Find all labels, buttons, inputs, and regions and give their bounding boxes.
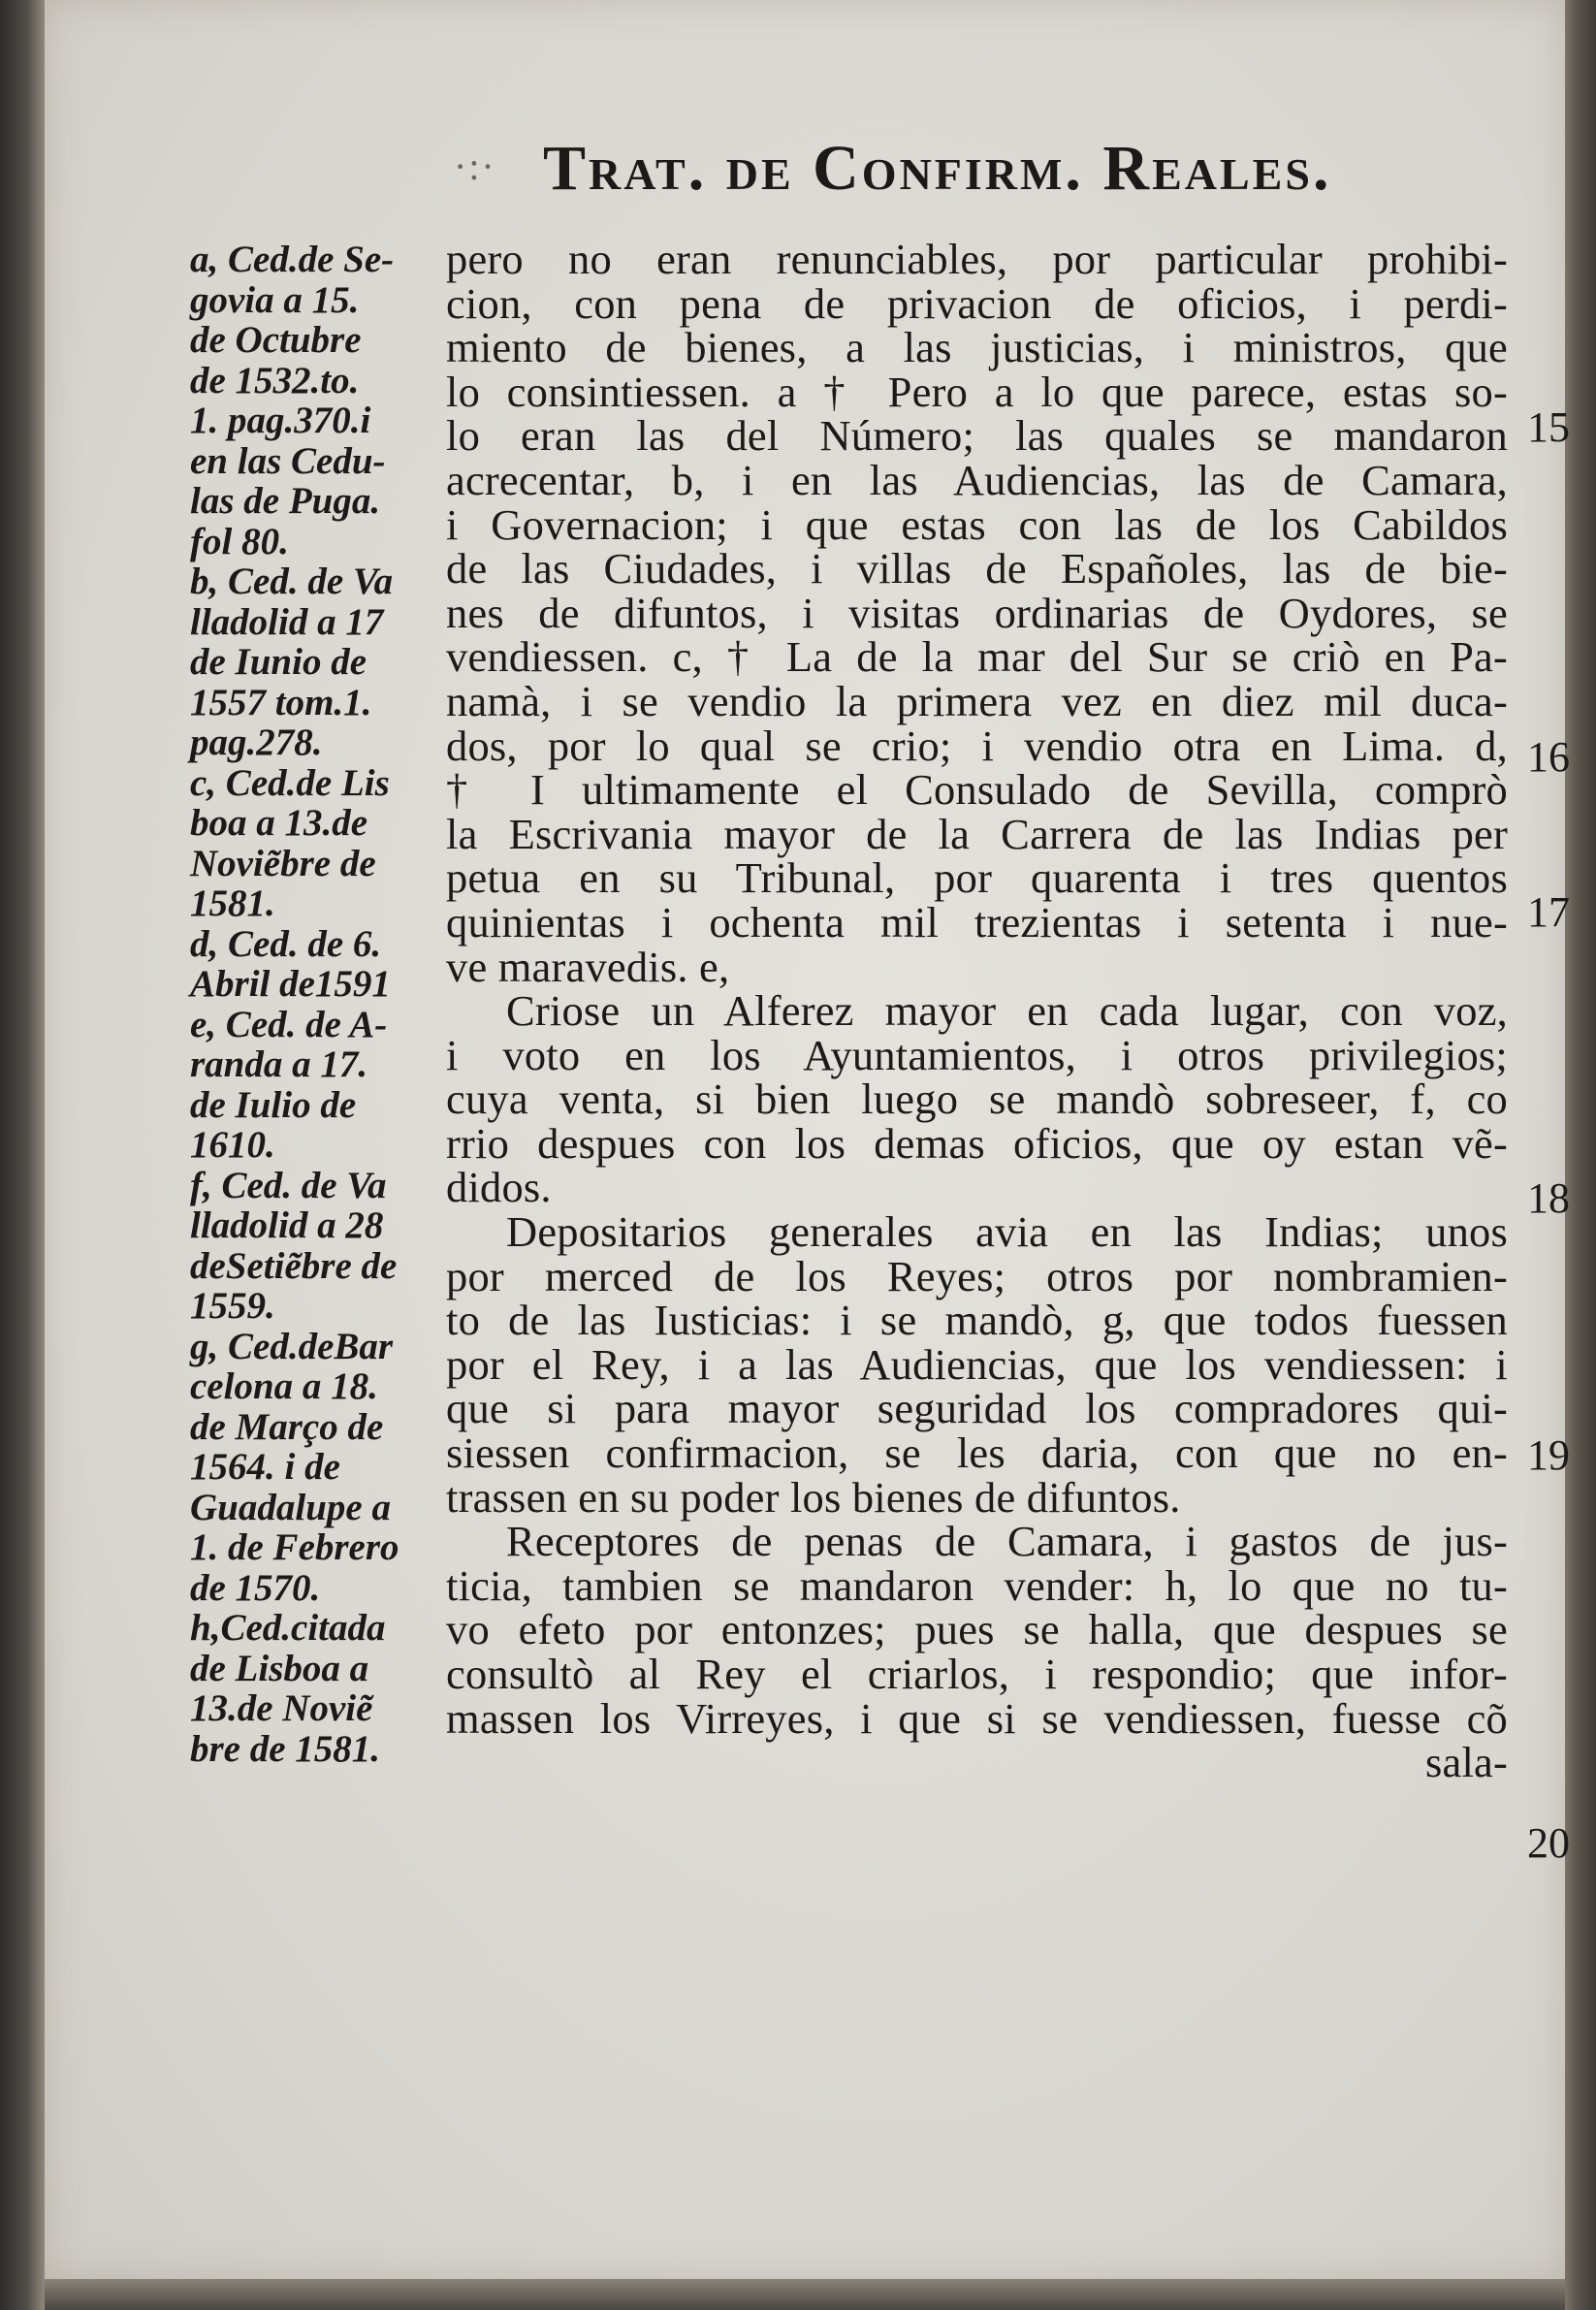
note-line: Abril de1591 xyxy=(190,963,391,1005)
paragraph-start: Criose un Alferez mayor en cada lugar, con voz, xyxy=(506,986,1508,1036)
note-line: de Iulio de xyxy=(190,1083,357,1126)
note-line: b, Ced. de Va xyxy=(190,561,394,602)
note-line: e, Ced. de A- xyxy=(190,1003,388,1045)
margin-number: 20 xyxy=(1527,1819,1570,1867)
note-line: 1564. i de xyxy=(190,1446,340,1488)
catchword: sala- xyxy=(1424,1738,1508,1787)
text-line: quinientas i ochenta mil trezientas i setenta i nue- xyxy=(446,897,1508,946)
note-line: de 1532.to. xyxy=(190,359,360,401)
margin-number: 16 xyxy=(1527,733,1570,781)
text-line: lo consintiessen. a † Pero a lo que parece, estas so- xyxy=(446,367,1508,416)
text-line: lo eran las del Número; las quales se mandaron xyxy=(446,411,1508,461)
note-line: Guadalupe a xyxy=(190,1486,391,1528)
text-line: consultò al Rey el criarlos, i respondio; que infor- xyxy=(446,1650,1508,1698)
note-line: celona a 18. xyxy=(190,1365,378,1407)
text-line: i Governacion; i que estas con las de los Cabildos xyxy=(446,499,1508,549)
text-line: petua en su Tribunal, por quarenta i tres quentos xyxy=(446,853,1508,903)
note-line: lladolid a 28 xyxy=(190,1204,384,1246)
text-line: por el Rey, i a las Audiencias, que los vendiessen: i xyxy=(446,1339,1508,1389)
header-ornament: ·:· xyxy=(454,144,496,188)
note-line: 13.de Noviẽ xyxy=(190,1687,373,1729)
page-edge xyxy=(1565,0,1596,2310)
note-line: d, Ced. de 6. xyxy=(190,922,382,965)
note-line: a, Ced.de Se- xyxy=(190,239,395,280)
note-line: 1557 tom.1. xyxy=(190,681,372,723)
note-line: 1581. xyxy=(190,882,275,924)
note-line: c, Ced.de Lis xyxy=(190,761,390,804)
text-line: dos, por lo qual se crio; i vendio otra en Lima. d, xyxy=(446,721,1508,770)
note-line: pag.278. xyxy=(190,722,323,763)
margin-number: 18 xyxy=(1527,1174,1570,1222)
text-line: ticia, tambien se mandaron vender: h, lo que no tu- xyxy=(446,1560,1508,1610)
text-line: cuya venta, si bien luego se mandò sobreseer, f, co xyxy=(446,1075,1508,1124)
note-line: g, Ced.deBar xyxy=(190,1325,394,1367)
text-line: la Escrivania mayor de la Carrera de las Indias per xyxy=(446,809,1508,858)
note-line: de Lisboa a xyxy=(190,1647,369,1689)
page-bottom-edge xyxy=(45,2279,1565,2310)
note-line: randa a 17. xyxy=(190,1043,368,1085)
note-line: 1. de Febrero xyxy=(190,1526,399,1568)
text-line: massen los Virreyes, i que si se vendiessen, fuesse cõ xyxy=(446,1693,1508,1743)
note-line: 1. pag.370.i xyxy=(190,400,371,441)
text-line: † I ultimamente el Consulado de Sevilla, comprò xyxy=(446,765,1508,815)
text-line: que si para mayor seguridad los compradores qui- xyxy=(446,1384,1508,1433)
note-line: Noviẽbre de xyxy=(190,842,376,884)
text-line: rrio despues con los demas oficios, que oy estan vẽ- xyxy=(446,1118,1508,1168)
book-spine xyxy=(0,0,45,2310)
text-line: didos. xyxy=(446,1163,552,1212)
text-line: miento de bienes, a las justicias, i ministros, que xyxy=(446,323,1508,372)
margin-number: 17 xyxy=(1527,888,1570,936)
paragraph-start: Depositarios generales avia en las Indias; unos xyxy=(506,1207,1508,1257)
text-line: nes de difuntos, i visitas ordinarias de Oydores, se xyxy=(446,588,1508,637)
note-line: govia a 15. xyxy=(190,278,360,321)
running-header: Trat. de Confirm. Reales. xyxy=(543,133,1332,204)
margin-number: 15 xyxy=(1527,403,1570,451)
note-line: f, Ced. de Va xyxy=(190,1164,387,1206)
note-line: h,Ced.citada xyxy=(190,1607,386,1649)
text-line: pero no eran renunciables, por particular prohibi- xyxy=(446,235,1508,283)
text-line: ve maravedis. e, xyxy=(446,942,730,991)
note-line: 1610. xyxy=(190,1124,275,1166)
main-text xyxy=(446,235,1508,1787)
text-line: por merced de los Reyes; otros por nombramien- xyxy=(446,1251,1508,1300)
marginal-notes xyxy=(190,240,442,1769)
text-line: cion, con pena de privacion de oficios, i perdi- xyxy=(446,278,1508,328)
note-line: deSetiẽbre de xyxy=(190,1244,398,1287)
note-line: de Março de xyxy=(190,1405,384,1448)
note-line: de 1570. xyxy=(190,1566,321,1609)
note-line: boa a 13.de xyxy=(190,802,368,844)
margin-number: 19 xyxy=(1527,1431,1570,1479)
note-line: las de Puga. xyxy=(190,480,381,522)
text-line: trassen en su poder los bienes de difuntos. xyxy=(446,1472,1181,1522)
text-line: acrecentar, b, i en las Audiencias, las de Camara, xyxy=(446,455,1508,504)
note-line: 1559. xyxy=(190,1285,275,1327)
paragraph-start: Receptores de penas de Camara, i gastos de jus- xyxy=(506,1517,1508,1566)
note-line: bre de 1581. xyxy=(190,1727,381,1770)
text-line: de las Ciudades, i villas de Españoles, las de bie- xyxy=(446,544,1508,594)
text-line: vendiessen. c, † La de la mar del Sur se criò en Pa- xyxy=(446,632,1508,682)
text-line: to de las Iusticias: i se mandò, g, que todos fuessen xyxy=(446,1296,1508,1345)
note-line: fol 80. xyxy=(190,520,289,562)
text-line: vo efeto por entonzes; pues se halla, que despues se xyxy=(446,1605,1508,1654)
note-line: de Iunio de xyxy=(190,641,367,683)
text-line: siessen confirmacion, se les daria, con que no en- xyxy=(446,1428,1508,1478)
text-line: i voto en los Ayuntamientos, i otros privilegios; xyxy=(446,1030,1508,1079)
text-line: namà, i se vendio la primera vez en diez mil duca- xyxy=(446,676,1508,725)
note-line: en las Cedu- xyxy=(190,439,386,482)
note-line: de Octubre xyxy=(190,319,362,361)
note-line: lladolid a 17 xyxy=(190,600,384,643)
